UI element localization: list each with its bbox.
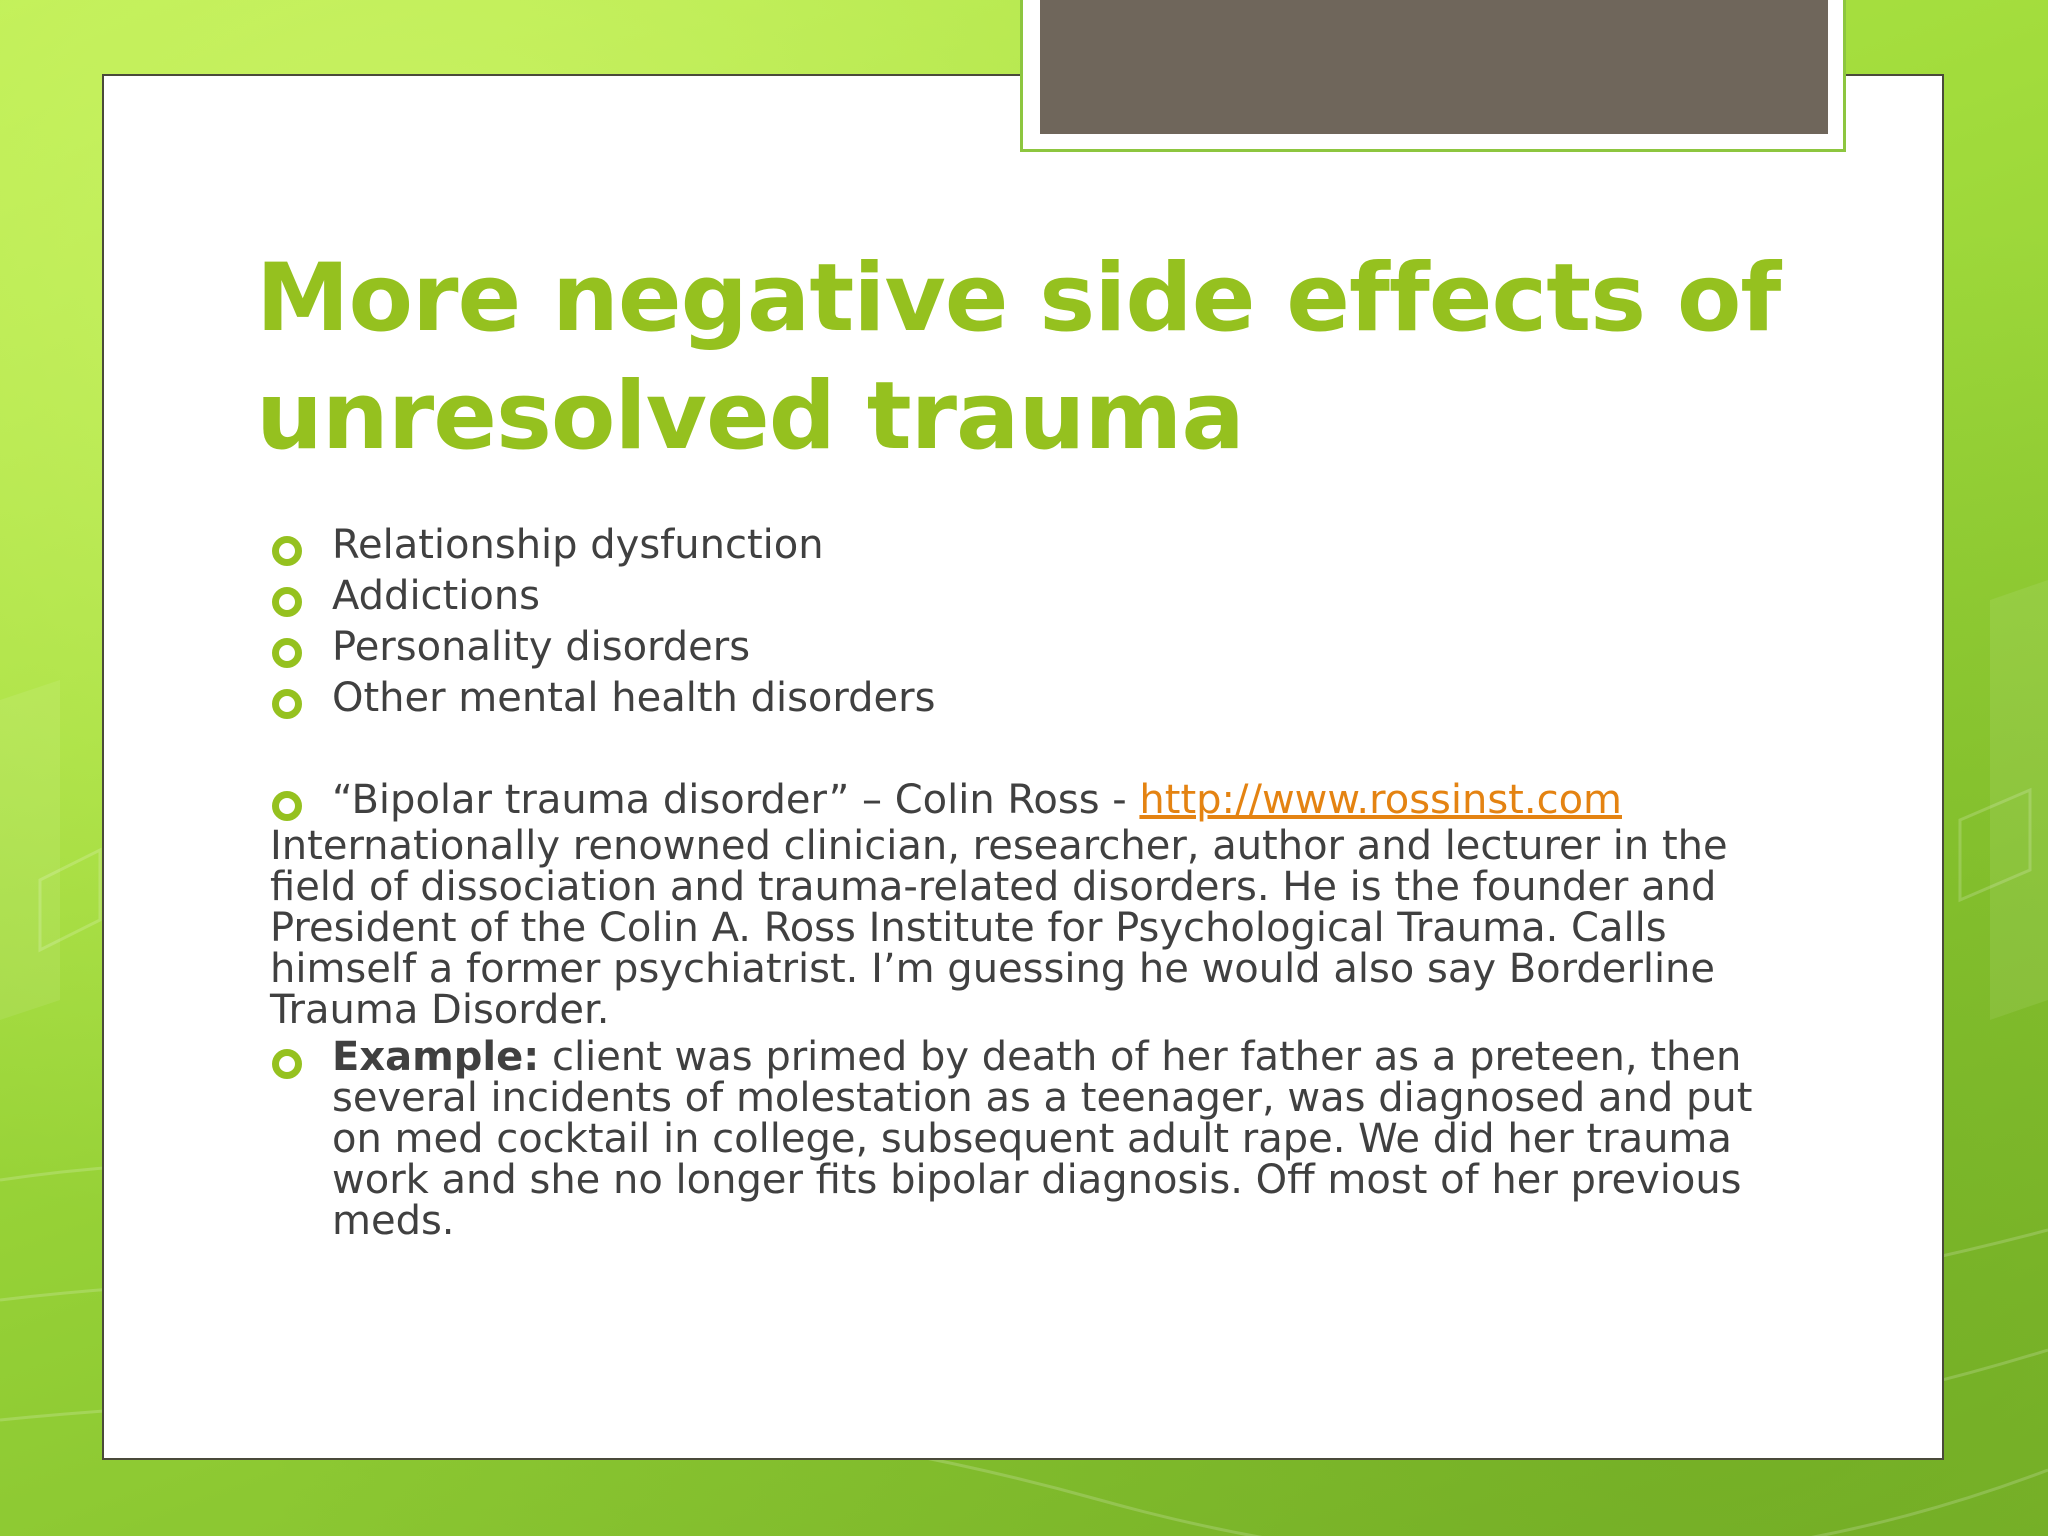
- example-list: [270, 1034, 1760, 1244]
- quote-text: “Bipolar trauma disorder” – Colin Ross -: [332, 777, 1140, 823]
- rossinst-link[interactable]: http://www.rossinst.com: [1139, 777, 1622, 823]
- bullet-list: [270, 520, 1760, 724]
- list-item-text: Personality disorders: [332, 624, 751, 670]
- title-tab-block: [1040, 0, 1828, 134]
- bullet-ring-icon: [272, 791, 302, 821]
- bullet-ring-icon: [272, 587, 302, 617]
- quote-list: [270, 775, 1760, 826]
- list-item: [270, 571, 1760, 622]
- spacer: [270, 724, 1760, 775]
- list-item: [270, 520, 1760, 571]
- bullet-ring-icon: [272, 638, 302, 668]
- list-item-text: Relationship dysfunction: [332, 522, 824, 568]
- example-item: [270, 1034, 1760, 1244]
- list-item-text: Addictions: [332, 573, 541, 619]
- bullet-ring-icon: [272, 536, 302, 566]
- example-text: client was primed by death of her father as a preteen, then several incidents of molestation as a teenager, was diagnosed and put on med cocktail in college, subsequent adult rape. We did her trauma work and she no longer fits bipolar diagnosis. Off most of her previous meds.: [332, 1034, 1753, 1244]
- slide-content: [270, 520, 1760, 1242]
- list-item-text: Other mental health disorders: [332, 675, 936, 721]
- slide-title: More negative side effects of unresolved trauma: [256, 244, 1781, 471]
- bullet-ring-icon: [272, 1049, 302, 1079]
- example-label: Example:: [332, 1034, 540, 1080]
- list-item: [270, 622, 1760, 673]
- quote-item: [270, 775, 1760, 826]
- list-item: [270, 673, 1760, 724]
- bullet-ring-icon: [272, 689, 302, 719]
- body-paragraph: Internationally renowned clinician, researcher, author and lecturer in the field of dissociation and trauma-related disorders. He is the founder and President of the Colin A. Ross Institute for Psychological Trauma. Calls himself a former psychiatrist. I’m guessing he would also say Borderline Trauma Disorder.: [270, 823, 1728, 1033]
